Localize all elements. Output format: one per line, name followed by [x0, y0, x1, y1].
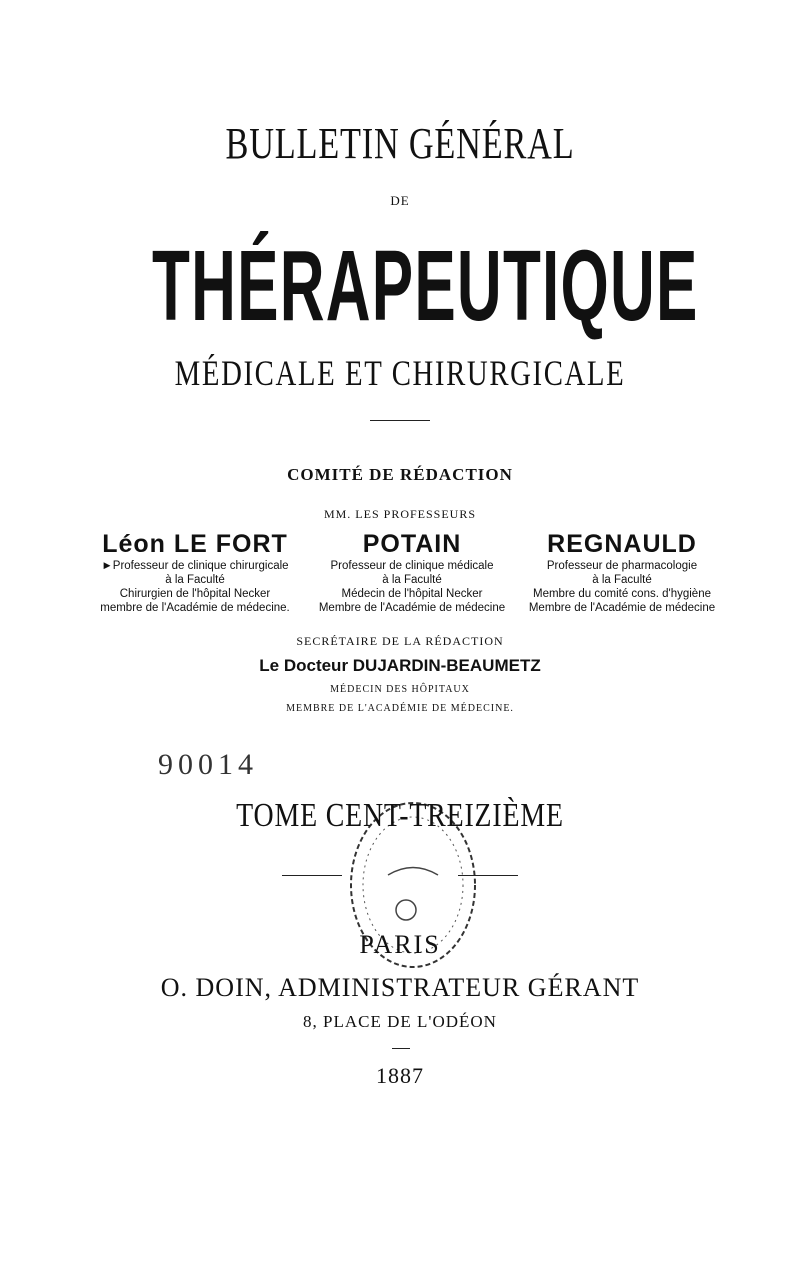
member-line: Professeur de clinique médicale	[330, 560, 494, 572]
title-de: DE	[390, 193, 410, 208]
shelfmark: 90014	[158, 748, 258, 781]
member-name: REGNAULD	[547, 530, 697, 558]
divider-3	[458, 875, 518, 876]
secretary-title: SECRÉTAIRE DE LA RÉDACTION	[296, 634, 504, 648]
member-line: Chirurgien de l'hôpital Necker	[119, 588, 271, 600]
member-line: à la Faculté	[592, 574, 652, 586]
member-line: Médecin de l'hôpital Necker	[341, 588, 483, 600]
member-line: Professeur de pharmacologie	[546, 560, 698, 572]
secretary-name: Le Docteur DUJARDIN-BEAUMETZ	[259, 656, 541, 675]
title-line-1: BULLETIN GÉNÉRAL	[225, 119, 575, 168]
member-line: à la Faculté	[165, 574, 225, 586]
subtitle: MÉDICALE ET CHIRURGICALE	[174, 353, 626, 393]
imprint-address: 8, PLACE DE L'ODÉON	[303, 1012, 497, 1031]
committee-heading: COMITÉ DE RÉDACTION	[287, 465, 513, 484]
member-name: POTAIN	[362, 530, 462, 558]
volume-number: TOME CENT-TREIZIÈME	[236, 797, 564, 834]
imprint-year: 1887	[376, 1063, 424, 1088]
committee-subheading: MM. LES PROFESSEURS	[323, 507, 477, 521]
imprint-publisher: O. DOIN, ADMINISTRATEUR GÉRANT	[160, 973, 640, 1002]
member-column-3	[492, 530, 752, 615]
imprint-city: PARIS	[359, 930, 441, 959]
member-line: membre de l'Académie de médecine.	[100, 602, 290, 614]
main-title: THÉRAPEUTIQUE	[152, 230, 699, 342]
divider-4	[392, 1048, 410, 1049]
member-line: Membre du comité cons. d'hygiène	[533, 588, 711, 600]
member-line: ►Professeur de clinique chirurgicale	[101, 560, 289, 572]
divider-2	[282, 875, 342, 876]
secretary-line-1: MÉDECIN DES HÔPITAUX	[330, 684, 470, 695]
member-line: Membre de l'Académie de médecine	[528, 602, 716, 614]
member-name: Léon LE FORT	[102, 530, 288, 558]
member-line: Membre de l'Académie de médecine	[318, 602, 506, 614]
secretary-line-2: MEMBRE DE L'ACADÉMIE DE MÉDECINE.	[286, 703, 514, 714]
member-line: à la Faculté	[382, 574, 442, 586]
divider-1	[370, 420, 430, 421]
